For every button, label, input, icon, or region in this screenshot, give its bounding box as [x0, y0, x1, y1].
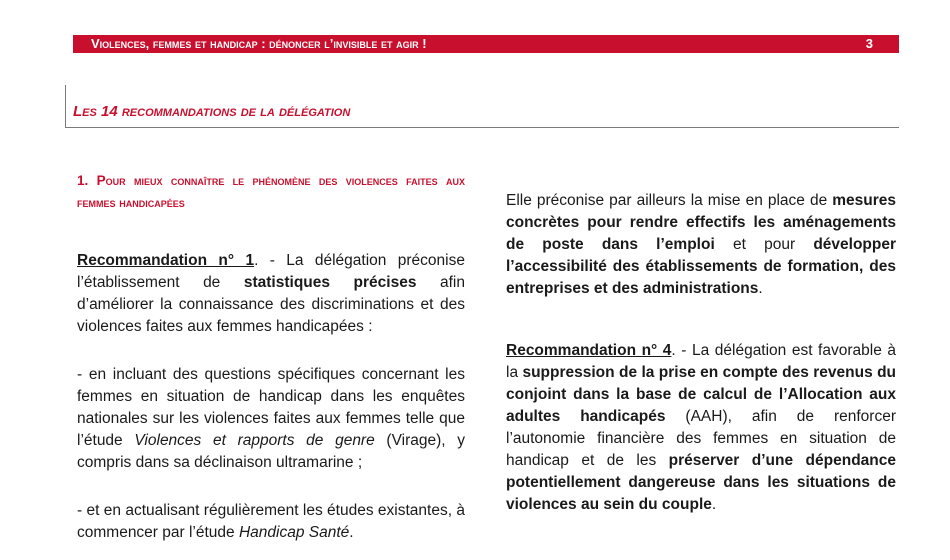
- section-divider: [65, 127, 899, 128]
- paragraph-accessibility: Elle préconise par ailleurs la mise en place de mesures concrètes pour rendre effectifs les aménagements de poste dans l’emploi et pour développer l’accessibilité des établissements de formation, des entreprises et des administrations.: [506, 192, 897, 297]
- recommendation-4: Recommandation n° 4. - La délégation est favorable à la suppression de la prise en compte des revenus du conjoint dans la base de calcul de l’Allocation aux adultes handicapés (AAH), afin de renforcer l’autonomie financière des femmes en situation de handicap et de les préserver d’une dépendance potentiellement dangereuse dans les situations de violences au sein du couple.: [506, 342, 896, 513]
- running-header: [73, 35, 899, 53]
- recommendation-1: Recommandation n° 1. - La délégation préconise l’établissement de statistiques précises afin d’améliorer la connaissance des discriminations et des violences faites aux femmes handicapées :: [77, 252, 465, 335]
- bullet-2: - et en actualisant régulièrement les études existantes, à commencer par l’étude Handicap Santé.: [77, 502, 465, 541]
- section-frame-left: [65, 85, 66, 128]
- recommendation-4-label: Recommandation n° 4: [506, 342, 672, 359]
- page-number: 3: [865, 36, 873, 51]
- subsection-heading: 1. Pour mieux connaître le phénomène des violences faites aux femmes handicapées: [77, 173, 465, 210]
- header-title: Violences, femmes et handicap : dénoncer l’invisible et agir !: [91, 36, 427, 51]
- section-title: Les 14 recommandations de la délégation: [73, 103, 351, 120]
- recommendation-1-label: Recommandation n° 1: [77, 252, 255, 269]
- bullet-1: - en incluant des questions spécifiques concernant les femmes en situation de handicap dans les enquêtes nationales sur les violences faites aux femmes telle que l’étude Violences et rapports de genre (Virage), y compris dans sa déclinaison ultramarine ;: [77, 366, 465, 471]
